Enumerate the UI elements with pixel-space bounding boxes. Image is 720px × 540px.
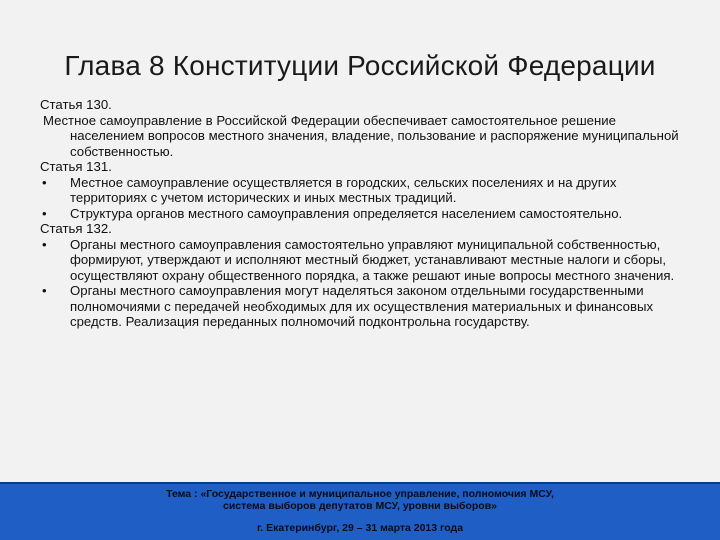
footer-place-date: г. Екатеринбург, 29 – 31 марта 2013 года <box>256 522 464 534</box>
list-item-text: Органы местного самоуправления могут наделяться законом отдельными государственными полномочиями с передачей необходимых для их осуществления материальных и финансовых средств. Реализация переданных полномочий подконтрольна государству. <box>70 283 654 329</box>
article-130-text: Местное самоуправление в Российской Федерации обеспечивает самостоятельное решение населением вопросов местного значения, владение, пользование и распоряжение муниципальной собственностью. <box>43 112 679 159</box>
bullet-icon: • <box>42 174 47 190</box>
list-item <box>40 283 680 330</box>
list-item <box>40 237 680 284</box>
list-item <box>40 175 680 206</box>
slide-content <box>40 97 680 330</box>
article-132-heading: Статья 132. <box>40 221 112 236</box>
list-item-text: Местное самоуправление осуществляется в городских, сельских поселениях и на других территориях с учетом исторических и иных местных традиций. <box>70 174 617 205</box>
list-item-text: Структура органов местного самоуправления определяется населением самостоятельно. <box>70 205 623 221</box>
slide-title: Глава 8 Конституции Российской Федерации <box>64 50 656 81</box>
footer-topic-line-1: Тема : «Государственное и муниципальное управление, полномочия МСУ, <box>166 488 554 500</box>
list-item-text: Органы местного самоуправления самостоятельно управляют муниципальной собственностью, формируют, утверждают и исполняют местный бюджет, устанавливают местные налоги и сборы, осуществляют охрану общественного порядка, а также решают иные вопросы местного значения. <box>70 236 675 283</box>
bullet-icon: • <box>42 283 47 298</box>
footer-banner <box>0 482 720 540</box>
bullet-icon: • <box>42 205 47 221</box>
footer-topic-line-2: система выборов депутатов МСУ, уровни выборов» <box>223 500 497 512</box>
article-131-heading: Статья 131. <box>40 159 112 174</box>
list-item <box>40 206 680 222</box>
bullet-icon: • <box>42 236 47 252</box>
article-130-heading: Статья 130. <box>40 97 112 112</box>
